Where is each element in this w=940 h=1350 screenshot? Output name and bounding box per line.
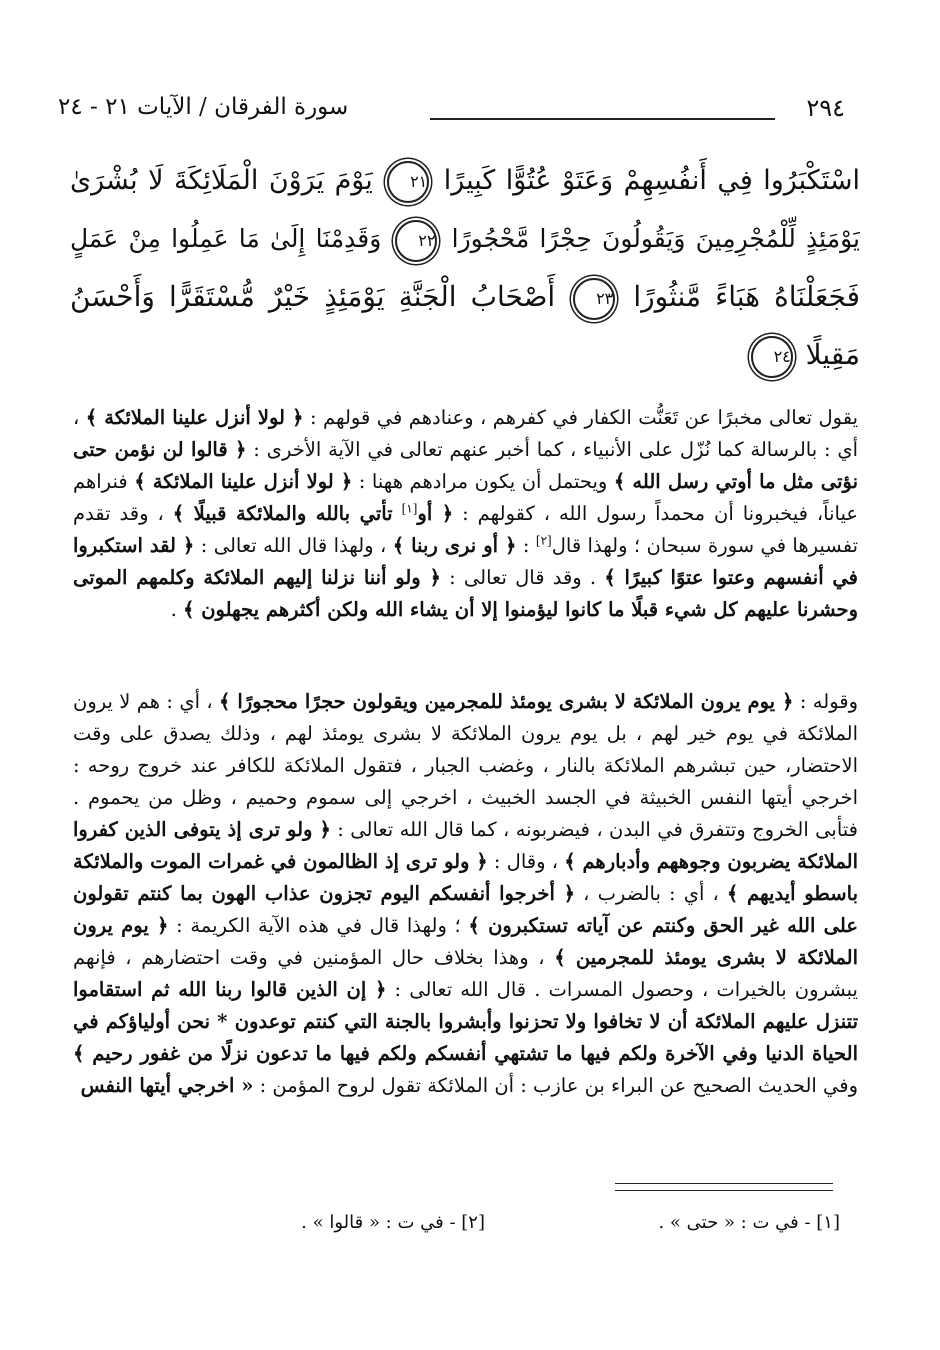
commentary-paragraph-1 (73, 402, 858, 626)
commentary-text: ، أي : بالضرب ، (583, 882, 719, 905)
commentary-paragraph-2 (73, 686, 858, 1102)
commentary-text: وفي الحديث الصحيح عن البراء بن عازب : أن الملائكة تقول لروح المؤمن : (259, 1074, 858, 1097)
verse-number-24-icon: ٢٤ (751, 336, 793, 378)
commentary-text: ، وقال : (493, 850, 558, 873)
quote: ﴿ لولا أنزل علينا الملائكة ﴾ (134, 470, 353, 493)
commentary-text: ، أي : هم لا يرون الملائكة في يوم خير لهم ، بل يوم يرون الملائكة لا بشرى يومئذ لهم ، وذلك يصدق على وقت الاحتضار، حين تبشرهم الملائكة بالنار ، وغضب الجبار ، فتقول الملائكة للكافر عند خروج روحه : اخرجي أيتها النفس الخبيثة في الجسد الخبيث ، اخرجي إلى سموم وحميم ، وظل من يحموم . فتأبى الخروج وتتفرق في البدن ، فيضربونه ، كما قال الله تعالى : (73, 690, 859, 841)
commentary-text: فنراهم عياناً، فيخبرونا أن محمداً رسول الله ، كقولهم : (73, 470, 859, 525)
footnote-divider (615, 1183, 833, 1184)
verse-text: يَوْمَ يَرَوْنَ الْمَلَائِكَةَ لَا بُشْرَىٰ (70, 165, 373, 196)
footnote-ref-2[interactable]: [٢] (535, 533, 552, 548)
quote: ﴿ ولو ترى إذ الظالمون في غمرات الموت والملائكة باسطو أيديهم ﴾ (73, 850, 859, 905)
quote: ﴿ لولا أنزل علينا الملائكة ﴾ (85, 406, 304, 429)
quote: ﴿ لقد استكبروا في أنفسهم وعتوا عتوًا كبيرًا ﴾ (73, 534, 858, 589)
commentary-text: ويحتمل أن يكون مرادهم ههنا : (358, 470, 608, 493)
commentary-text: ، وقد تقدم تفسيرها في سورة سبحان ؛ ولهذا قال (73, 502, 858, 557)
verse-line (70, 210, 860, 268)
verse-number-21-icon: ٢١ (387, 161, 429, 203)
verse-text: مَقِيلًا (805, 338, 860, 371)
commentary-text: يقول تعالى مخبرًا عن تَعَنُّت الكفار في كفرهم ، وعنادهم في قولهم : (309, 406, 859, 429)
commentary-text: . (170, 598, 177, 621)
verse-text: أَصْحَابُ الْجَنَّةِ يَوْمَئِذٍ خَيْرٌ مُّسْتَقَرًّا وَأَحْسَنُ (70, 280, 556, 313)
commentary-text: ؛ ولهذا قال في هذه الآية الكريمة : (176, 914, 461, 937)
verse-line (70, 268, 860, 326)
quote: ﴿ أخرجوا أنفسكم اليوم تجزون عذاب الهون بما كنتم تقولون على الله غير الحق وكنتم عن آياته تستكبرون ﴾ (73, 882, 858, 937)
running-header (0, 94, 940, 134)
quran-verses (70, 152, 860, 384)
header-rule (430, 118, 775, 120)
verse-text: اسْتَكْبَرُوا فِي أَنفُسِهِمْ وَعَتَوْ عُتُوًّا كَبِيرًا (443, 165, 860, 196)
quote: ﴿ أو نرى ربنا ﴾ (392, 534, 517, 557)
quote: ﴿ يوم يرون الملائكة لا بشرى يومئذ للمجرمين ويقولون حجرًا محجورًا ﴾ (219, 690, 794, 713)
commentary-text: ، أي : بالرسالة كما نُزّل على الأنبياء ، كما أخبر عنهم تعالى في الآية الأخرى : (73, 406, 858, 461)
header-title: سورة الفرقان / الآيات ٢١ - ٢٤ (58, 94, 349, 120)
verse-text: فَجَعَلْنَاهُ هَبَاءً مَّنثُورًا (633, 280, 860, 313)
quote: ﴿ يوم يرون الملائكة لا بشرى يومئذ للمجرمين ﴾ (73, 914, 858, 969)
page-number: ٢٩٤ (806, 94, 845, 122)
footnote-divider (615, 1190, 833, 1191)
footnote-2: [٢] - في ت : « قالوا » . (301, 1212, 485, 1233)
quote: تأتي بالله والملائكة قبيلًا ﴾ (172, 502, 393, 525)
footnote-1: [١] - في ت : « حتى » . (658, 1212, 840, 1233)
commentary-text: ، ولهذا قال الله تعالى : (200, 534, 387, 557)
footnote-ref-1[interactable]: [١] (401, 501, 418, 516)
quote: ﴿ ولو ترى إذ يتوفى الذين كفروا الملائكة يضربون وجوههم وأدبارهم ﴾ (73, 818, 859, 873)
quote: ﴿ قالوا لن نؤمن حتى نؤتى مثل ما أوتي رسل الله ﴾ (73, 438, 858, 493)
verse-number-23-icon: ٢٣ (573, 278, 615, 320)
verse-text: وَقَدِمْنَا إِلَىٰ مَا عَمِلُوا مِنْ عَمَلٍ (70, 224, 382, 253)
quote: ﴿ أو (417, 502, 454, 525)
quote: « اخرجي أيتها النفس (80, 1074, 254, 1097)
quote: ﴿ إن الذين قالوا ربنا الله ثم استقاموا تتنزل عليهم الملائكة أن لا تخافوا ولا تحزنوا وأبشروا بالجنة التي كنتم توعدون * نحن أولياؤكم في الحياة الدنيا وفي الآخرة ولكم فيها ما تشتهي أنفسكم ولكم فيها ما تدعون نزلًا من غفور رحيم ﴾ (73, 978, 858, 1065)
quote: ﴿ ولو أننا نزلنا إليهم الملائكة وكلمهم الموتى وحشرنا عليهم كل شيء قبلًا ما كانوا ليؤمنوا إلا أن يشاء الله ولكن أكثرهم يجهلون ﴾ (73, 566, 858, 621)
commentary-text: ، وهذا بخلاف حال المؤمنين في وقت احتضارهم ، فإنهم يبشرون بالخيرات ، وحصول المسرات . قال الله تعالى : (73, 946, 858, 1001)
verse-text: يَوْمَئِذٍ لِّلْمُجْرِمِينَ وَيَقُولُونَ حِجْرًا مَّحْجُورًا (451, 224, 860, 253)
commentary-text: . وقد قال تعالى : (449, 566, 597, 589)
verse-line (70, 152, 860, 210)
commentary-text: : (522, 534, 530, 557)
commentary-text: وقوله : (799, 690, 859, 713)
verse-line (70, 326, 860, 384)
verse-number-22-icon: ٢٢ (395, 220, 437, 262)
